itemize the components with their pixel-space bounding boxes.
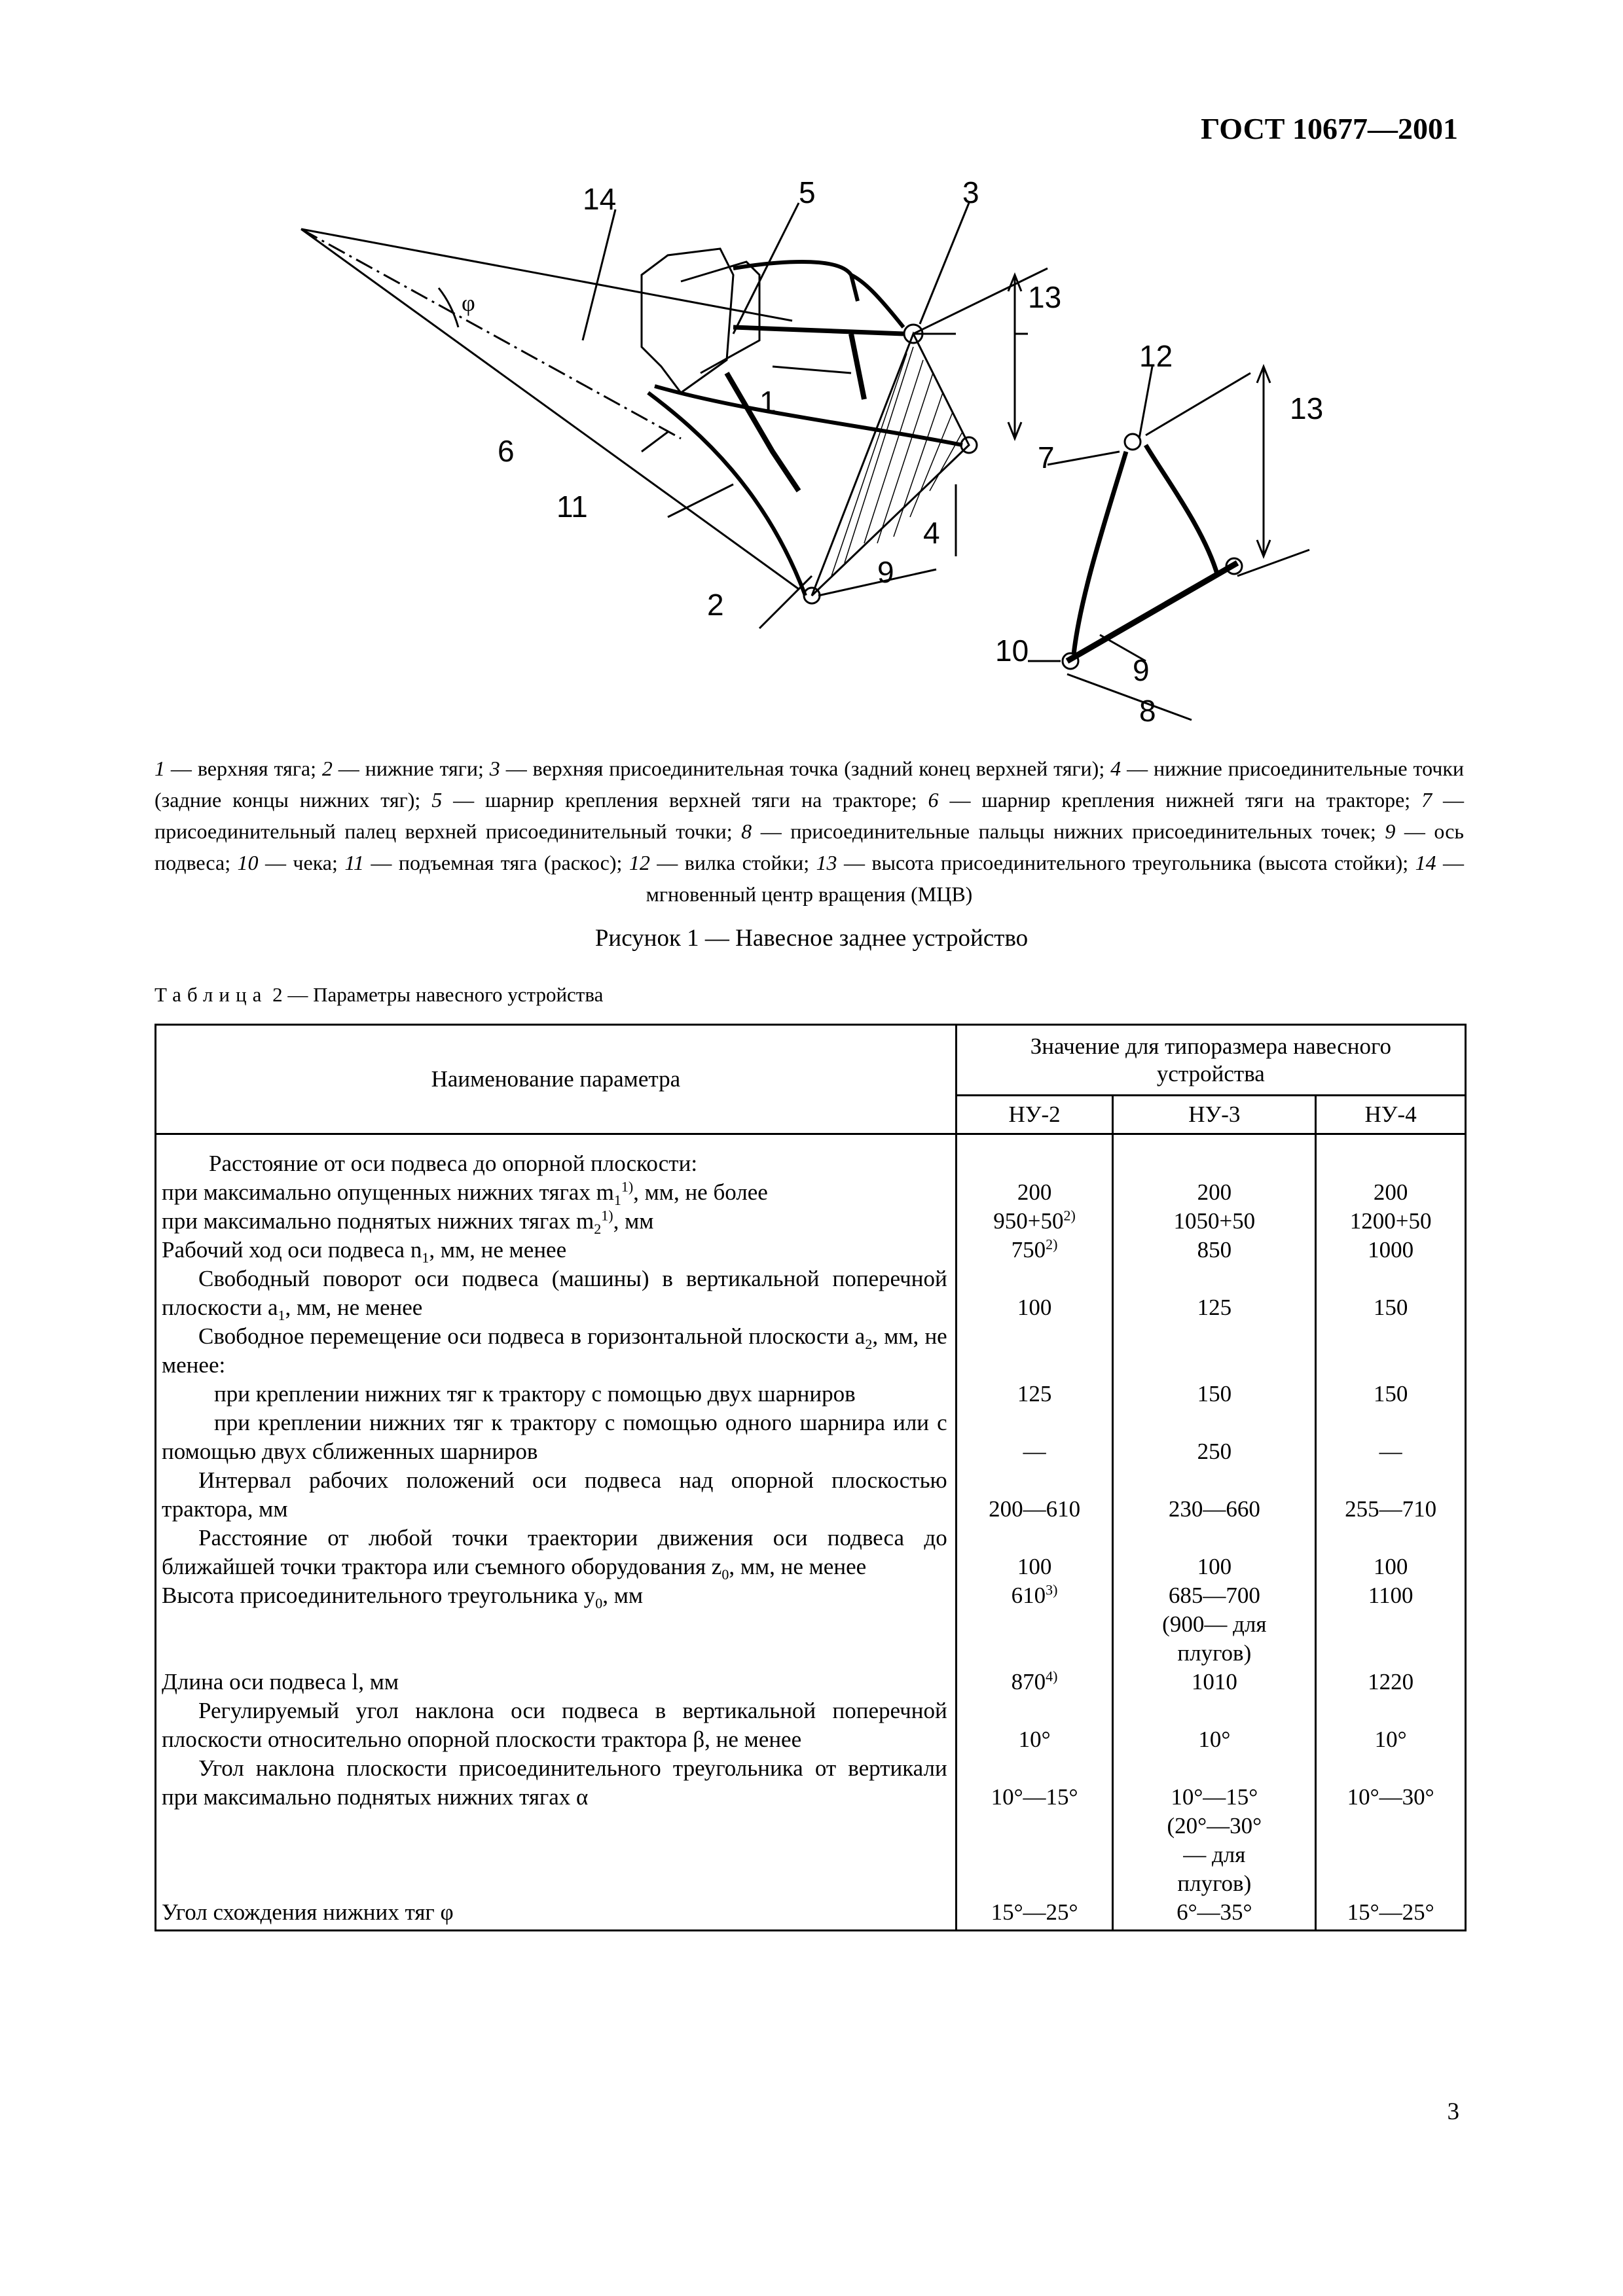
- callout-4: 4: [923, 516, 940, 550]
- header-col-nu3: НУ-3: [1113, 1096, 1316, 1134]
- value-nu2: 100: [956, 1524, 1113, 1581]
- callout-11: 11: [556, 490, 588, 524]
- value-nu2: 10°: [956, 1696, 1113, 1754]
- value-nu3: 230—660: [1113, 1466, 1316, 1524]
- value-nu4: 10°—30°: [1316, 1754, 1466, 1898]
- value-nu4: 1000: [1316, 1236, 1466, 1265]
- table-row: [156, 1754, 1466, 1898]
- value-nu3: 10°—15° (20°—30° — для плугов): [1113, 1754, 1316, 1898]
- table-header-row: [156, 1025, 1466, 1096]
- hitch-drawing: [275, 177, 1375, 740]
- value-nu4: 1200+50: [1316, 1207, 1466, 1236]
- legend-item: 10 — чека;: [237, 851, 345, 874]
- param-name: Угол наклона плоскости присоединительного треугольника от вертикали при максимально поднятых нижних тягах α: [156, 1754, 957, 1898]
- angle-phi-label: φ: [462, 290, 475, 316]
- callout-6: 6: [498, 434, 515, 468]
- value-nu2: 100: [956, 1265, 1113, 1322]
- table-row: [156, 1524, 1466, 1581]
- value-nu3: 10°: [1113, 1696, 1316, 1754]
- callout-3: 3: [962, 177, 979, 209]
- param-name: при максимально опущенных нижних тягах $m_1^{1)}$, мм, не более: [156, 1178, 957, 1207]
- value-nu2: 10°—15°: [956, 1754, 1113, 1898]
- value-nu4: 150: [1316, 1265, 1466, 1322]
- param-name: при креплении нижних тяг к трактору с помощью двух шарниров: [156, 1380, 957, 1408]
- table-row: [156, 1898, 1466, 1931]
- tractor-housing: [681, 262, 759, 373]
- table-row: [156, 1380, 1466, 1408]
- legend-item: 11 — подъемная тяга (раскос);: [344, 851, 629, 874]
- callout-9-left: 9: [877, 555, 894, 589]
- value-nu3: 850: [1113, 1236, 1316, 1265]
- hitch-axle: [1067, 563, 1237, 661]
- value-nu3: 125: [1113, 1265, 1316, 1322]
- legend-item: 5 — шарнир крепления верхней тяги на тракторе;: [431, 788, 928, 812]
- figure-caption: Рисунок 1 — Навесное заднее устройство: [594, 925, 1029, 952]
- value-nu4: 150: [1316, 1380, 1466, 1408]
- table-row: [156, 1265, 1466, 1322]
- value-nu4: 200: [1316, 1178, 1466, 1207]
- table-row: [156, 1207, 1466, 1236]
- value-nu2: 200—610: [956, 1466, 1113, 1524]
- frame-left-leg: [1074, 452, 1126, 655]
- param-name: Свободное перемещение оси подвеса в горизонтальной плоскости $a_2$, мм, не менее:: [156, 1322, 957, 1380]
- value-nu3: 6°—35°: [1113, 1898, 1316, 1931]
- legend-item: 3 — верхняя присоединительная точка (задний конец верхней тяги);: [489, 757, 1111, 780]
- value-nu2: 15°—25°: [956, 1898, 1113, 1931]
- param-name: Угол схождения нижних тяг φ: [156, 1898, 957, 1931]
- value-nu2: $950+50^{2)}$: [956, 1207, 1113, 1236]
- frame-right-leg: [1146, 445, 1218, 576]
- value-nu3: 200: [1113, 1178, 1316, 1207]
- figure-hitch-diagram: [275, 177, 1375, 740]
- table-row: [156, 1668, 1466, 1696]
- callout-8: 8: [1139, 694, 1156, 728]
- param-name: Интервал рабочих положений оси подвеса над опорной плоскостью трактора, мм: [156, 1466, 957, 1524]
- legend-item: 2 — нижние тяги;: [321, 757, 490, 780]
- document-code: ГОСТ 10677—2001: [1201, 112, 1458, 145]
- table-row: [156, 1581, 1466, 1668]
- table-row: [156, 1408, 1466, 1466]
- value-nu3: 100: [1113, 1524, 1316, 1581]
- callout-9-right: 9: [1133, 653, 1150, 687]
- callout-12: 12: [1139, 339, 1173, 373]
- legend-item: 6 — шарнир крепления нижней тяги на тракторе;: [928, 788, 1422, 812]
- legend-item: 14 — мгновенный центр вращения (МЦВ): [646, 851, 1465, 906]
- table-row: [156, 1322, 1466, 1380]
- table-row: [156, 1178, 1466, 1207]
- param-name: Длина оси подвеса l, мм: [156, 1668, 957, 1696]
- table-row: [156, 1466, 1466, 1524]
- figure-legend: [155, 753, 1464, 910]
- value-nu3: 1010: [1113, 1668, 1316, 1696]
- legend-item: 4 — нижние присоединительные точки (задние концы нижних тяг);: [155, 757, 1464, 812]
- value-nu3: 150: [1113, 1380, 1316, 1408]
- value-nu2: 610$^{3)}$: [956, 1581, 1113, 1668]
- legend-item: 8 — присоединительные пальцы нижних присоединительных точек;: [741, 819, 1385, 843]
- value-nu3: 685—700 (900— для плугов): [1113, 1581, 1316, 1668]
- value-nu4: —: [1316, 1408, 1466, 1466]
- value-nu4: 1100: [1316, 1581, 1466, 1668]
- page-number: 3: [1447, 2098, 1459, 2125]
- legend-item: 12 — вилка стойки;: [629, 851, 816, 874]
- value-nu2: 870$^{4)}$: [956, 1668, 1113, 1696]
- header-col-nu2: НУ-2: [956, 1096, 1113, 1134]
- value-nu3: 250: [1113, 1408, 1316, 1466]
- value-nu4: 1220: [1316, 1668, 1466, 1696]
- table-row: [156, 1696, 1466, 1754]
- value-nu4: 255—710: [1316, 1466, 1466, 1524]
- callout-13-right: 13: [1290, 391, 1324, 425]
- table-row: [156, 1236, 1466, 1265]
- value-nu2: 200: [956, 1178, 1113, 1207]
- param-name: при креплении нижних тяг к трактору с помощью одного шарнира или с помощью двух сближенных шарниров: [156, 1408, 957, 1466]
- param-name: Свободный поворот оси подвеса (машины) в вертикальной поперечной плоскости $a_1$, мм, не менее: [156, 1265, 957, 1322]
- value-nu2: —: [956, 1408, 1113, 1466]
- legend-item: 1 — верхняя тяга;: [155, 757, 322, 780]
- callout-14: 14: [583, 182, 617, 216]
- callout-13-left: 13: [1028, 280, 1062, 314]
- param-name: Расстояние от любой точки траектории движения оси подвеса до ближайшей точки трактора или съемного оборудования $z_0$, мм, не менее: [156, 1524, 957, 1581]
- value-nu2: 750$^{2)}$: [956, 1236, 1113, 1265]
- table-row: [156, 1134, 1466, 1179]
- header-value-group: Значение для типоразмера навесного устройства: [956, 1025, 1465, 1096]
- value-nu3: 1050+50: [1113, 1207, 1316, 1236]
- value-nu4: 15°—25°: [1316, 1898, 1466, 1931]
- param-name: Высота присоединительного треугольника $y_0$, мм: [156, 1581, 957, 1668]
- callout-7: 7: [1038, 440, 1055, 475]
- legend-item: 13 — высота присоединительного треугольника (высота стойки);: [816, 851, 1415, 874]
- callout-2: 2: [707, 588, 724, 622]
- value-nu4: 10°: [1316, 1696, 1466, 1754]
- legend-item: 7 — присоединительный палец верхней присоединительный точки;: [155, 788, 1465, 843]
- header-parameter-name: Наименование параметра: [156, 1025, 957, 1134]
- value-nu2: 125: [956, 1380, 1113, 1408]
- center-axis-line: [301, 229, 681, 439]
- table-caption: Таблица 2 — Параметры навесного устройства: [155, 983, 604, 1006]
- legend-item: 9 — ось подвеса;: [155, 819, 1465, 874]
- callout-10: 10: [995, 634, 1029, 668]
- param-name: Регулируемый угол наклона оси подвеса в вертикальной поперечной плоскости относительно опорной плоскости трактора β, не менее: [156, 1696, 957, 1754]
- convergence-line-lower: [301, 229, 799, 589]
- value-nu4: 100: [1316, 1524, 1466, 1581]
- callout-1: 1: [759, 385, 776, 419]
- param-name: Рабочий ход оси подвеса $n_1$, мм, не менее: [156, 1236, 957, 1265]
- param-name: Расстояние от оси подвеса до опорной плоскости:: [156, 1134, 957, 1179]
- header-col-nu4: НУ-4: [1316, 1096, 1466, 1134]
- callout-5: 5: [799, 177, 816, 209]
- convergence-line-upper: [301, 229, 792, 321]
- parameters-table: [155, 1024, 1467, 1931]
- lower-link-left: [648, 393, 805, 596]
- param-name: при максимально поднятых нижних тягах $m_2^{1)}$, мм: [156, 1207, 957, 1236]
